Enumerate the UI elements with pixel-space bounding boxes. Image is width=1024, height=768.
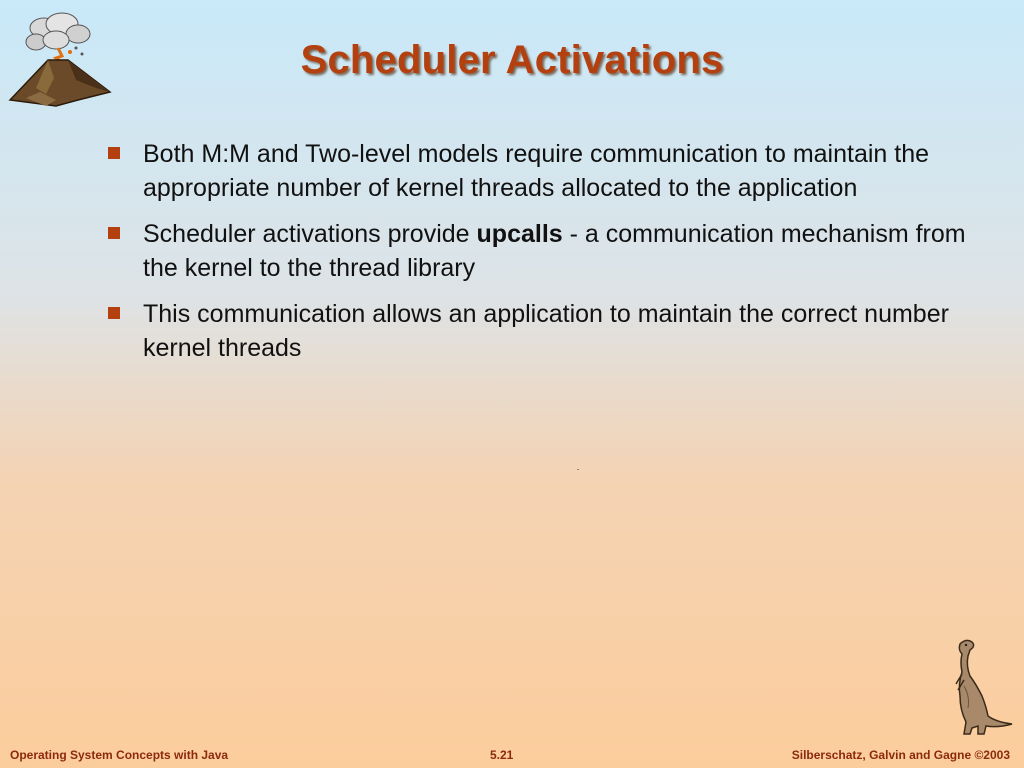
bullet-text-after: - a communication mechanism from the kernel to the thread library [143,220,966,282]
square-bullet-icon [108,307,120,319]
footer-book-title: Operating System Concepts with Java [10,748,229,762]
square-bullet-icon [108,227,120,239]
bullet-text-bold: upcalls [476,220,563,248]
square-bullet-icon [108,147,120,159]
bullet-text: This communication allows an application to maintain the correct number kernel threads [143,300,949,362]
stray-dot [577,469,579,470]
dinosaur-icon [946,636,1016,736]
bullet-text-before: Scheduler activations provide [143,220,477,248]
bullet-text: Both M:M and Two-level models require communication to maintain the appropriate number of kernel threads allocated to the application [143,140,930,202]
footer-copyright: Silberschatz, Galvin and Gagne ©2003 [791,748,1010,762]
list-item [106,297,976,365]
bullet-list [106,137,976,377]
footer-slide-number: 5.21 [490,748,514,762]
page-title: Scheduler Activations [300,38,724,82]
bullet-text [143,220,966,282]
list-item [106,217,976,285]
list-item [106,137,976,205]
